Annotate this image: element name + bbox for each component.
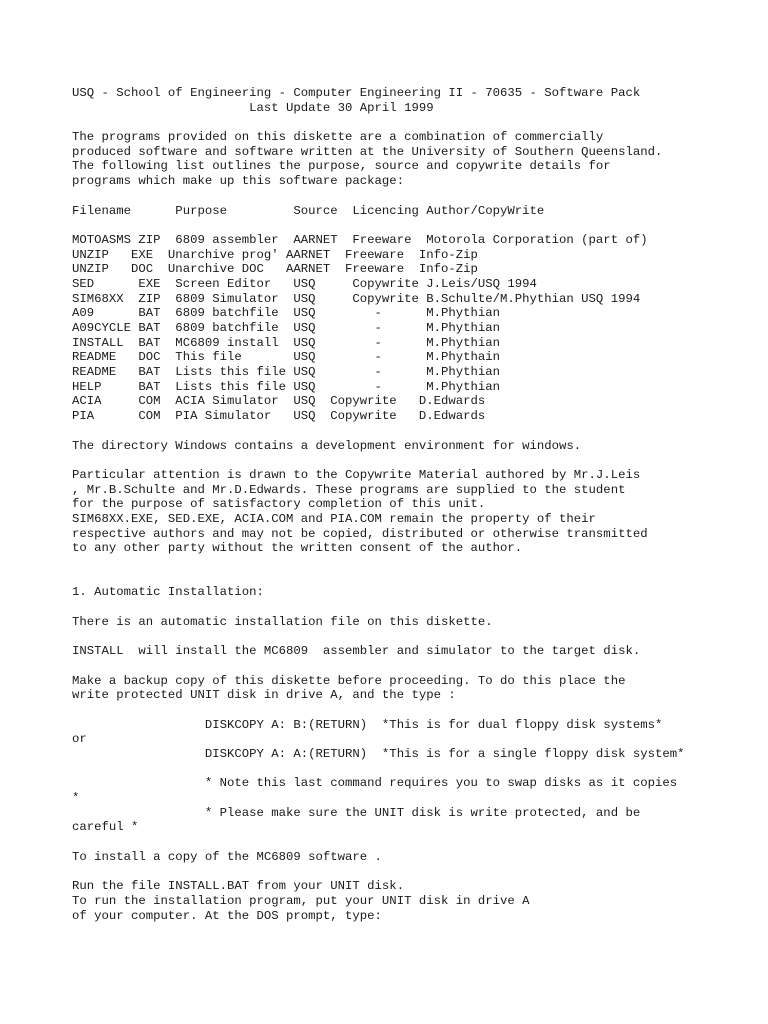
diskcopy-single-command: DISKCOPY A: A:(RETURN) *This is for a single floppy disk system* [72, 746, 685, 761]
last-update-line: Last Update 30 April 1999 [72, 100, 434, 115]
table-header: Filename Purpose Source Licencing Author/CopyWrite [72, 203, 545, 218]
intro-paragraph: The programs provided on this diskette are a combination of commercially produced software and software written at the University of Southern Queensland. The following list outlines the purpose, source and copywrite details for programs which make up this software package: [72, 130, 663, 189]
table-row: UNZIP EXE Unarchive prog' AARNET Freeware Info-Zip [72, 247, 478, 262]
table-row: PIA COM PIA Simulator USQ Copywrite D.Edwards [72, 409, 486, 424]
run-install-paragraph: Run the file INSTALL.BAT from your UNIT disk. To run the installation program, put your UNIT disk in drive A of your computer. At the DOS prompt, type: [72, 879, 530, 923]
swap-disks-note: * Note this last command requires you to swap disks as it copies * [72, 776, 678, 806]
table-row: SIM68XX ZIP 6809 Simulator USQ Copywrite B.Schulte/M.Phythian USQ 1994 [72, 291, 641, 306]
file-table [72, 233, 752, 424]
table-row: README DOC This file USQ - M.Phythain [72, 350, 501, 365]
or-word: or [72, 732, 87, 747]
diskcopy-dual-command: DISKCOPY A: B:(RETURN) *This is for dual floppy disk systems* [72, 717, 663, 732]
table-row: ACIA COM ACIA Simulator USQ Copywrite D.Edwards [72, 394, 486, 409]
table-row: HELP BAT Lists this file USQ - M.Phythian [72, 379, 501, 394]
table-row: A09 BAT 6809 batchfile USQ - M.Phythian [72, 306, 501, 321]
table-row: INSTALL BAT MC6809 install USQ - M.Phythian [72, 335, 501, 350]
backup-paragraph: Make a backup copy of this diskette before proceeding. To do this place the write protected UNIT disk in drive A, and the type : [72, 673, 626, 703]
table-row: UNZIP DOC Unarchive DOC AARNET Freeware Info-Zip [72, 262, 478, 277]
copyright-paragraph: Particular attention is drawn to the Copywrite Material authored by Mr.J.Leis , Mr.B.Schulte and Mr.D.Edwards. These programs are supplied to the student for the purpose of satisfactory completion of this unit. SIM68XX.EXE, SED.EXE, ACIA.COM and PIA.COM remain the property of their respective authors and may not be copied, distributed or otherwise transmitted to any other party without the written consent of the author. [72, 467, 648, 556]
table-row: SED EXE Screen Editor USQ Copywrite J.Leis/USQ 1994 [72, 276, 537, 291]
table-row: MOTOASMS ZIP 6809 assembler AARNET Freeware Motorola Corporation (part of) [72, 232, 648, 247]
auto-install-note: There is an automatic installation file on this diskette. [72, 614, 493, 629]
section-heading: 1. Automatic Installation: [72, 585, 264, 600]
readme-document [72, 86, 752, 923]
table-row: A09CYCLE BAT 6809 batchfile USQ - M.Phythian [72, 321, 501, 335]
windows-note: The directory Windows contains a development environment for windows. [72, 438, 582, 453]
title-line: USQ - School of Engineering - Computer Engineering II - 70635 - Software Pack [72, 86, 641, 100]
write-protect-note: * Please make sure the UNIT disk is write protected, and be careful * [72, 805, 641, 835]
table-row: README BAT Lists this file USQ - M.Phythian [72, 365, 501, 380]
install-copy-note: To install a copy of the MC6809 software . [72, 849, 382, 864]
install-note: INSTALL will install the MC6809 assembler and simulator to the target disk. [72, 644, 641, 659]
